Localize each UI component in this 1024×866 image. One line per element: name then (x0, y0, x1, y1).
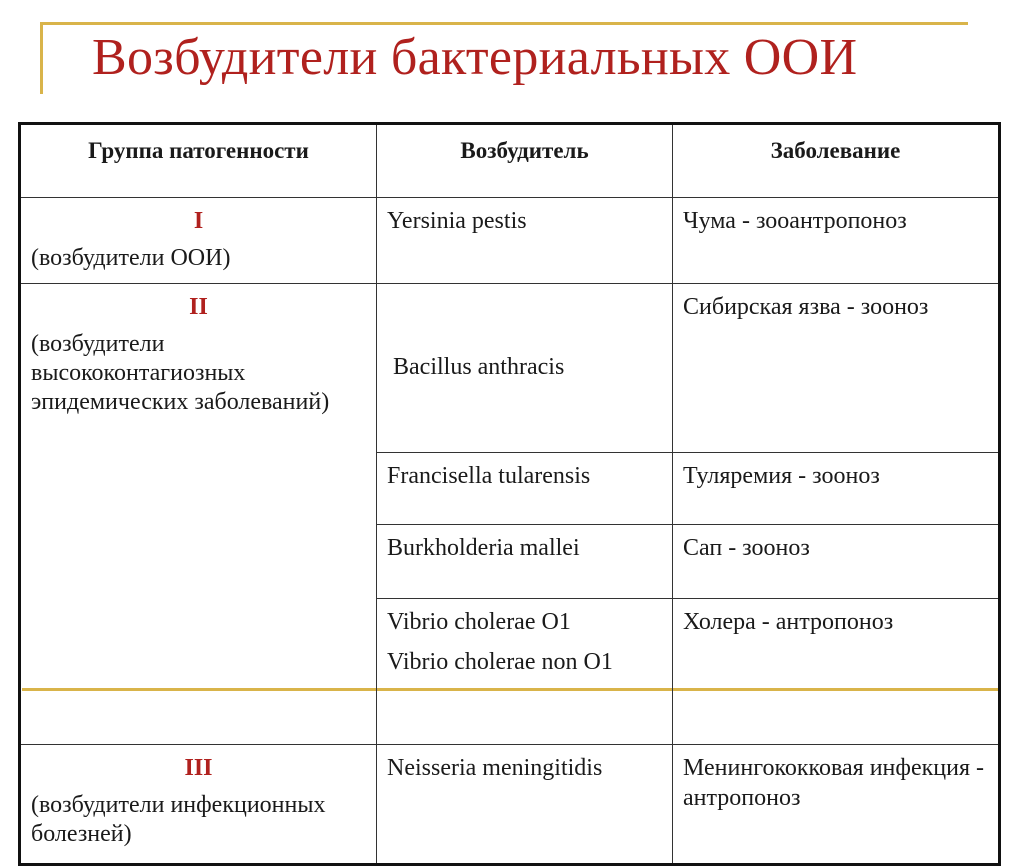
table-row (20, 284, 1000, 453)
pathogen-cell (377, 284, 673, 453)
pathogen-cell (377, 745, 673, 865)
group-description: (возбудители высококонтагиозных эпидемических заболеваний) (31, 331, 330, 415)
header-disease: Заболевание (673, 124, 1000, 198)
slide-title: Возбудители бактериальных ООИ (92, 29, 858, 86)
pathogen-table (18, 122, 1001, 866)
table-row (20, 198, 1000, 284)
group-number: II (189, 294, 208, 320)
disease-cell: Чума - зооантропоноз (673, 198, 1000, 284)
group-cell-2 (20, 284, 377, 745)
disease-cell: Сап - зооноз (673, 525, 1000, 599)
pathogen-cell (377, 599, 673, 745)
disease-cell: Менингококковая инфекция - антропоноз (673, 745, 1000, 865)
disease-cell: Сибирская язва - зооноз (673, 284, 1000, 453)
pathogen-cell (377, 453, 673, 525)
header-pathogen: Возбудитель (377, 124, 673, 198)
group-number: III (184, 755, 213, 781)
decorative-top-line (40, 22, 968, 25)
table-header-row (20, 124, 1000, 198)
group-cell-3 (20, 745, 377, 865)
pathogen-name: Yersinia pestis (387, 208, 527, 234)
pathogen-name: Bacillus anthracis (387, 354, 565, 380)
pathogen-cell (377, 525, 673, 599)
decorative-vertical-line (40, 22, 43, 94)
pathogen-name: Neisseria meningitidis (387, 755, 603, 781)
header-group: Группа патогенности (20, 124, 377, 198)
disease-cell: Туляремия - зооноз (673, 453, 1000, 525)
pathogen-cell (377, 198, 673, 284)
group-number: I (193, 208, 204, 234)
group-cell-1 (20, 198, 377, 284)
pathogen-name: Burkholderia mallei (387, 535, 580, 561)
pathogen-name: Vibrio cholerae O1 (387, 609, 571, 635)
group-description: (возбудители инфекционных болезней) (31, 792, 326, 847)
disease-cell: Холера - антропоноз (673, 599, 1000, 745)
table-row (20, 745, 1000, 865)
group-description: (возбудители ООИ) (31, 245, 231, 271)
pathogen-name: Vibrio cholerae non O1 (387, 649, 613, 675)
pathogen-name: Francisella tularensis (387, 463, 591, 489)
